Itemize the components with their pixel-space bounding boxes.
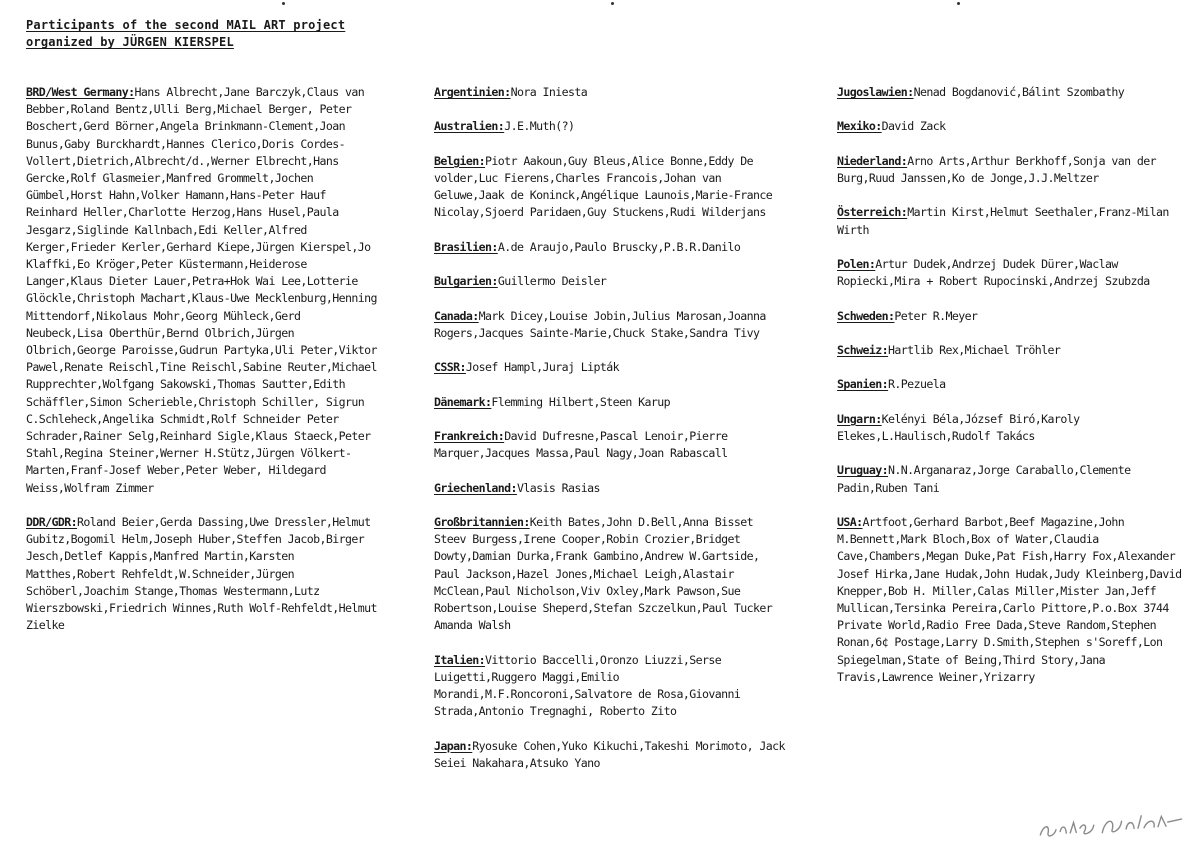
country-label: DDR/GDR: [26,515,78,530]
participant-names: Arno Arts,Arthur Berkhoff,Sonja van der Burg,Ruud Janssen,Ko de Jonge,J.J.Meltzer [837,153,1157,185]
country-label: Jugoslawien: [837,85,914,99]
country-label: Frankreich: [434,428,505,443]
participant-names: Artfoot,Gerhard Barbot,Beef Magazine,John M.Bennett,Mark Bloch,Box of Water,Claudia Cave,Chambers,Megan Duke,Pat Fish,Harry Fox,Alexander Josef Hirka,Jane Hudak,John Hudak,Judy Kleinberg,David Knepper,Bob H. Miller,Calas Miller,Mister Jan,Jeff Mullican,Tersinka Pereira,Carlo Pittore,P.o.Box 3744 Private World,Radio Free Dada,Steve Random,Stephen Ronan,6¢ Postage,Larry D.Smith,Stephen s'Soreff,Lon Spiegelman,State of Being,Third Story,Jana Travis,Lawrence Weiner,Yrizarry [837,514,1182,684]
participant-names: David Zack [881,119,946,134]
country-entry [837,462,1189,496]
country-entry [434,394,786,411]
country-entry [26,514,378,634]
country-entry [434,514,786,634]
participant-names: Keith Bates,John D.Bell,Anna Bisset Steev Burgess,Irene Cooper,Robin Crozier,Bridget Dowty,Damian Durka,Frank Gambino,Andrew W.Gartside, Paul Jackson,Hazel Jones,Michael Leigh,Alastair McClean,Paul Nicholson,Viv Oxley,Mark Pawson,Sue Robertson,Louise Sheperd,Stefan Szczelkun,Paul Tucker Amanda Walsh [434,514,773,633]
country-entry [837,342,1189,359]
participant-names: Vlasis Rasias [516,480,600,495]
country-entry [434,153,786,222]
handwritten-signature [1035,807,1187,849]
country-entry [434,738,786,772]
participant-names: Vittorio Baccelli,Oronzo Liuzzi,Serse Luigetti,Ruggero Maggi,Emilio Morandi,M.F.Roncoroni,Salvatore de Rosa,Giovanni Strada,Antonio Tregnaghi, Roberto Zito [434,652,741,719]
participant-names: David Dufresne,Pascal Lenoir,Pierre Marquer,Jacques Massa,Paul Nagy,Joan Rabascall [434,428,728,461]
country-label: Mexiko: [837,119,882,134]
country-label: Niederland: [837,153,908,168]
participant-names: Martin Kirst,Helmut Seethaler,Franz-Milan Wirth [837,205,1169,237]
country-label: Schweiz: [837,342,889,357]
country-entry [837,411,1189,445]
country-entry [26,84,378,497]
country-entry [837,204,1189,238]
participant-names: Josef Hampl,Juraj Lipták [465,360,620,375]
punch-mark [957,2,960,5]
country-label: Brasilien: [434,239,498,254]
country-label: Australien: [434,119,505,134]
country-entry [837,308,1189,325]
country-label: Polen: [837,256,876,271]
country-label: Griechenland: [434,480,517,495]
country-label: CSSR: [434,360,466,375]
participant-names: A.de Araujo,Paulo Bruscky,P.B.R.Danilo [497,239,741,254]
participant-names: Roland Beier,Gerda Dassing,Uwe Dressler,Helmut Gubitz,Bogomil Helm,Joseph Huber,Steffen Jacob,Birger Jesch,Detlef Kappis,Manfred Martin,Karsten Matthes,Robert Rehfeldt,W.Schneider,Jürgen Schöberl,Joachim Stange,Thomas Westermann,Lutz Wierszbowski,Friedrich Winnes,Ruth Wolf-Rehfeldt,Helmut Zielke [26,515,377,633]
country-entry [434,652,786,721]
country-label: USA: [837,514,863,529]
participant-names: Artur Dudek,Andrzej Dudek Dürer,Waclaw Ropiecki,Mira + Robert Rupocinski,Andrzej Szubzda [837,256,1150,289]
participant-names: Flemming Hilbert,Steen Karup [491,394,671,409]
participants-column-1 [26,84,378,652]
participant-names: Hartlib Rex,Michael Tröhler [888,342,1061,357]
country-label: Dänemark: [434,394,492,409]
country-label: Argentinien: [434,85,511,99]
country-entry [837,84,1189,101]
country-label: Ungarn: [837,411,882,426]
participants-column-2 [434,84,786,789]
country-label: BRD/West Germany: [26,85,135,99]
country-label: Japan: [434,738,473,753]
country-entry [434,84,786,101]
participant-names: N.N.Arganaraz,Jorge Caraballo,Clemente Padin,Ruben Tani [837,463,1131,495]
participants-column-3 [837,84,1189,703]
participant-names: Kelényi Béla,József Biró,Karoly Elekes,L.Haulisch,Rudolf Takács [837,411,1080,443]
country-label: Italien: [434,652,486,667]
punch-mark [282,2,285,5]
participant-names: Ryosuke Cohen,Yuko Kikuchi,Takeshi Morimoto, Jack Seiei Nakahara,Atsuko Yano [434,738,785,770]
country-label: Spanien: [837,377,889,392]
country-entry [434,428,786,462]
participant-names: Nora Iniesta [510,85,588,99]
country-entry [837,153,1189,187]
participant-names: R.Pezuela [888,377,946,392]
country-entry [434,118,786,135]
country-entry [434,273,786,290]
country-entry [434,359,786,376]
header-title-line2: organized by JÜRGEN KIERSPEL [26,35,234,49]
participant-names: Piotr Aakoun,Guy Bleus,Alice Bonne,Eddy De volder,Luc Fierens,Charles Francois,Johan van Geluwe,Jaak de Koninck,Angélique Launois,Marie-France Nicolay,Sjoerd Paridaen,Guy Stuckens,Rudi Wilderjans [434,153,773,220]
country-entry [434,239,786,256]
participant-names: J.E.Muth(?) [504,119,575,134]
header-title-line1: Participants of the second MAIL ART project [26,18,346,32]
participant-names: Guillermo Deisler [497,274,607,289]
country-label: Großbritannien: [434,514,530,529]
country-entry [434,308,786,342]
country-entry [837,256,1189,290]
country-entry [837,514,1189,686]
country-entry [837,376,1189,393]
participant-names: Nenad Bogdanović,Bálint Szombathy [913,85,1125,99]
participant-names: Mark Dicey,Louise Jobin,Julius Marosan,Joanna Rogers,Jacques Sainte-Marie,Chuck Stake,Sandra Tivy [434,308,766,340]
country-label: Österreich: [837,205,908,220]
document-header [26,17,345,51]
country-label: Bulgarien: [434,274,498,289]
country-label: Schweden: [837,308,895,323]
country-entry [434,480,786,497]
participant-names: Peter R.Meyer [894,308,978,323]
country-entry [837,118,1189,135]
country-label: Canada: [434,308,479,323]
participant-names: Hans Albrecht,Jane Barczyk,Claus van Bebber,Roland Bentz,Ulli Berg,Michael Berger, Peter Boschert,Gerd Börner,Angela Brinkmann-Clement,Joan Bunus,Gaby Burckhardt,Hannes Clerico,Doris Cordes-Vollert,Dietrich,Albrecht/d.,Werner Elbrecht,Hans Gercke,Rolf Glasmeier,Manfred Grommelt,Jochen Gümbel,Horst Hahn,Volker Hamann,Hans-Peter Hauf Reinhard Heller,Charlotte Herzog,Hans Husel,Paula Jesgarz,Siglinde Kallnbach,Edi Keller,Alfred Kerger,Frieder Kerler,Gerhard Kiepe,Jürgen Kierspel,Jo Klaffki,Eo Kröger,Peter Küstermann,Heiderose Langer,Klaus Dieter Lauer,Petra+Hok Wai Lee,Lotterie Glöckle,Christoph Machart,Klaus-Uwe Mecklenburg,Henning Mittendorf,Nikolaus Mohr,Georg Mühleck,Gerd Neubeck,Lisa Oberthür,Bernd Olbrich,Jürgen Olbrich,George Paroisse,Gudrun Partyka,Uli Peter,Viktor Pawel,Renate Reischl,Tine Reischl,Sabine Reuter,Michael Rupprechter,Wolfgang Sakowski,Thomas Sautter,Edith Schäffler,Simon Scherieble,Christoph Schiller, Sigrun C.Schleheck,Angelika Schmidt,Rolf Schneider Peter Schrader,Rainer Selg,Reinhard Sigle,Klaus Staeck,Peter Stahl,Regina Steiner,Werner H.Stütz,Jürgen Völkert-Marten,Franf-Josef Weber,Peter Weber, Hildegard Weiss,Wolfram Zimmer [26,85,377,495]
country-label: Uruguay: [837,463,889,478]
punch-mark [611,2,614,5]
signature-scribble-icon [1035,807,1187,845]
country-label: Belgien: [434,153,486,168]
